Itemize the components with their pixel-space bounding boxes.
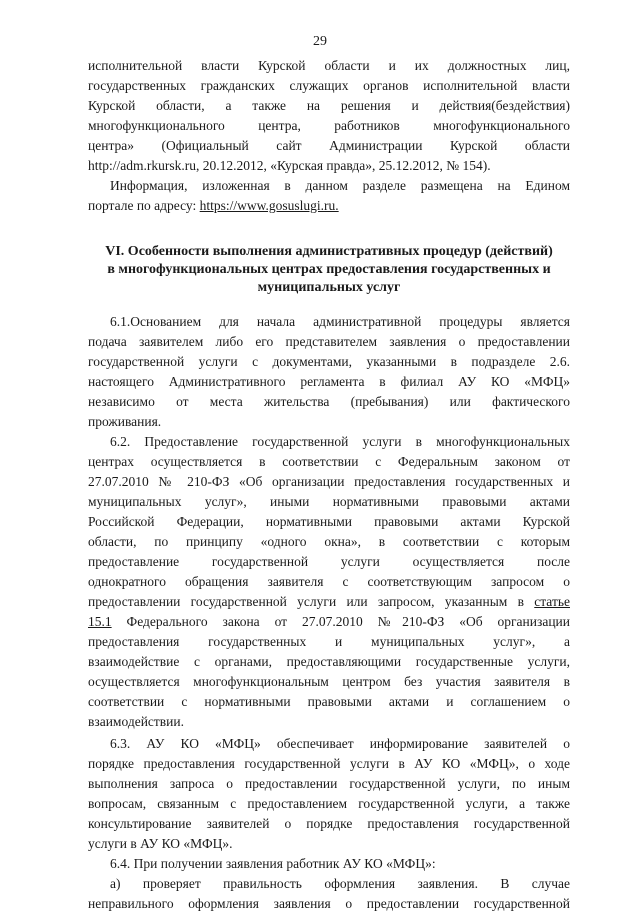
text-line: Информация, изложенная в данном разделе размещена на Едином bbox=[110, 178, 570, 193]
text-line: Курской области, а также на решения и действия(бездействия) bbox=[88, 98, 570, 113]
text-line: 27.07.2010 № 210-ФЗ «Об организации предоставления государственных и bbox=[88, 474, 570, 489]
line-text: портале по адресу: bbox=[88, 198, 200, 213]
section-heading-line: муниципальных услуг bbox=[257, 280, 401, 295]
text-line: исполнительной власти Курской области и их должностных лиц, bbox=[88, 58, 570, 73]
text-line: взаимодействии. bbox=[88, 714, 185, 729]
text-line: соответствии с нормативными правовыми актами и соглашением о bbox=[88, 694, 570, 709]
text-line: а) проверяет правильность оформления заявления. В случае bbox=[110, 876, 570, 891]
text-line: центра» (Официальный сайт Администрации Курской области bbox=[88, 138, 570, 153]
page-number: 29 bbox=[313, 34, 327, 49]
text-line bbox=[88, 612, 570, 632]
hyperlink[interactable]: https://www.gosuslugi.ru. bbox=[199, 198, 339, 213]
text-line: http://adm.rkursk.ru, 20.12.2012, «Курская правда», 25.12.2012, № 154). bbox=[88, 158, 491, 173]
text-line: выполнения запроса о предоставлении государственной услуги, по иным bbox=[88, 776, 570, 791]
section-heading-line: VI. Особенности выполнения административных процедур (действий) bbox=[105, 244, 553, 259]
text-line bbox=[88, 592, 570, 612]
text-line bbox=[88, 196, 570, 216]
text-line: предоставления государственных и муниципальных услуг», а bbox=[88, 634, 570, 649]
text-line: области, по принципу «одного окна», в соответствии с которым bbox=[88, 534, 570, 549]
text-line: 6.1.Основанием для начала административной процедуры является bbox=[110, 314, 570, 329]
text-line: центрах осуществляется в соответствии с Федеральным законом от bbox=[88, 454, 570, 469]
text-line: 6.4. При получении заявления работник АУ КО «МФЦ»: bbox=[110, 856, 436, 871]
section-heading-line: в многофункциональных центрах предоставления государственных и bbox=[107, 262, 551, 277]
text-line: муниципальных услуг», иными нормативными правовыми актами bbox=[88, 494, 570, 509]
text-line: проживания. bbox=[88, 414, 162, 429]
text-line: взаимодействие с органами, предоставляющими государственные услуги, bbox=[88, 654, 570, 669]
text-line: настоящего Административного регламента в филиал АУ КО «МФЦ» bbox=[88, 374, 570, 389]
text-line: 6.2. Предоставление государственной услуги в многофункциональных bbox=[110, 434, 570, 449]
text-line: Российской Федерации, нормативными правовыми актами Курской bbox=[88, 514, 570, 529]
text-line: неправильного оформления заявления о предоставлении государственной bbox=[88, 896, 570, 911]
text-line: государственной услуги с документами, указанными в подразделе 2.6. bbox=[88, 354, 570, 369]
text-line: многофункционального центра, работников многофункционального bbox=[88, 118, 570, 133]
line-text: предоставлении государственной услуги или запросом, указанным в bbox=[88, 594, 535, 609]
text-line: консультирование заявителей о порядке предоставления государственной bbox=[88, 816, 570, 831]
text-line: однократного обращения заявителя с соответствующим запросом о bbox=[88, 574, 570, 589]
text-line: предоставление государственной услуги осуществляется после bbox=[88, 554, 570, 569]
text-line: 6.3. АУ КО «МФЦ» обеспечивает информирование заявителей о bbox=[110, 736, 570, 751]
text-line: вопросам, связанным с предоставлением государственной услуги, а также bbox=[88, 796, 570, 811]
text-line: услуги в АУ КО «МФЦ». bbox=[88, 836, 233, 851]
text-line: осуществляется многофункциональным центром без участия заявителя в bbox=[88, 674, 570, 689]
hyperlink[interactable]: статье bbox=[534, 594, 570, 609]
text-line: независимо от места жительства (пребывания) или фактического bbox=[88, 394, 570, 409]
text-line: государственных гражданских служащих органов исполнительной власти bbox=[88, 78, 570, 93]
text-line: подача заявителем либо его представителем заявления о предоставлении bbox=[88, 334, 570, 349]
text-line: порядке предоставления государственной услуги в АУ КО «МФЦ», о ходе bbox=[88, 756, 570, 771]
line-text: Федерального закона от 27.07.2010 №210-ФЗ «Об организации bbox=[111, 614, 570, 629]
hyperlink[interactable]: 15.1 bbox=[88, 614, 112, 629]
